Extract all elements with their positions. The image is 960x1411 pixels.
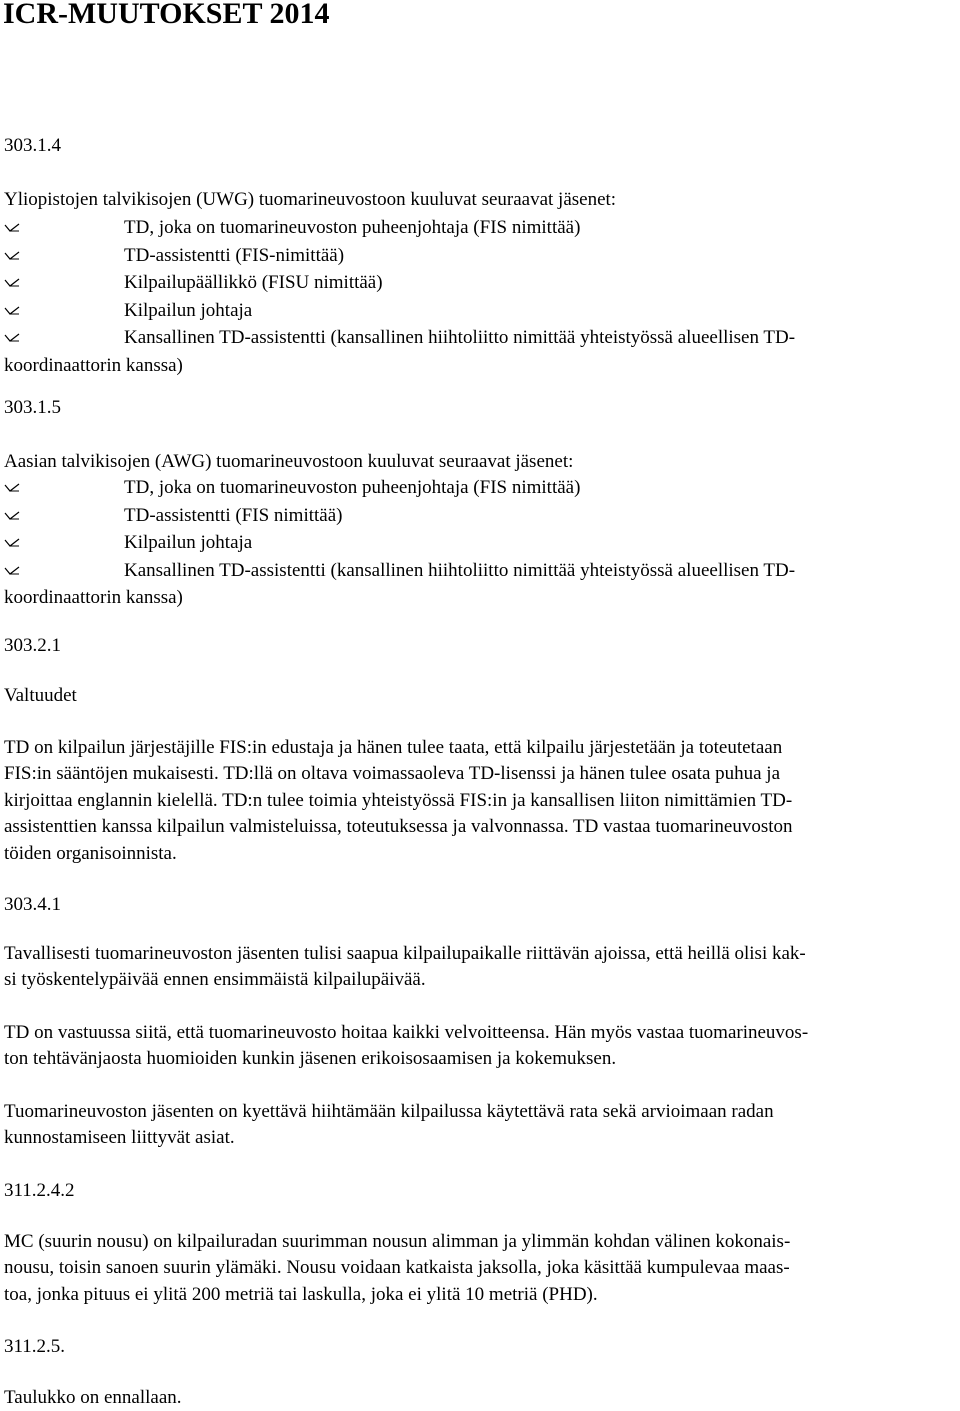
paragraph: Taulukko on ennallaan.	[4, 1387, 182, 1408]
section-intro: Yliopistojen talvikisojen (UWG) tuomarineuvostoon kuuluvat seuraavat jäsenet:	[4, 189, 617, 210]
list-item-text: Kilpailun johtaja	[124, 532, 253, 553]
section-intro: Aasian talvikisojen (AWG) tuomarineuvostoon kuuluvat seuraavat jäsenet:	[4, 451, 574, 472]
paragraph-line: assistenttien kanssa kilpailun valmisteluissa, toteutuksessa ja valvonnassa. TD vastaa tuomarineuvoston	[4, 816, 793, 838]
paragraph-line: Tuomarineuvoston jäsenten on kyettävä hiihtämään kilpailussa käytettävä rata sekä arvioimaan radan	[4, 1101, 774, 1122]
bullet-icon	[4, 511, 20, 521]
list-item-text: TD-assistentti (FIS nimittää)	[124, 504, 343, 526]
bullet-icon	[4, 278, 20, 288]
paragraph-line: kirjoittaa englannin kielellä. TD:n tulee toimia yhteistyössä FIS:in ja kansallisen liiton nimittämien TD-	[4, 789, 793, 811]
paragraph	[4, 941, 954, 994]
bullet-list	[4, 214, 954, 379]
list-item-text-continued: koordinaattorin kanssa)	[4, 354, 183, 376]
section-number: 303.4.1	[4, 894, 61, 915]
section-number: 303.2.1	[4, 635, 61, 656]
list-item	[4, 502, 954, 530]
paragraph-line: nousu, toisin sanoen suurin ylämäki. Nousu voidaan katkaista jaksolla, joka käsittää kumpulevaa maas-	[4, 1257, 790, 1279]
bullet-icon	[4, 223, 20, 233]
list-item	[4, 529, 954, 557]
paragraph	[4, 1020, 954, 1073]
paragraph-line: TD on kilpailun järjestäjille FIS:in edustaja ja hänen tulee taata, että kilpailu järjestetään ja toteutetaan	[4, 737, 783, 758]
section-number: 303.1.4	[4, 135, 61, 156]
paragraph-line: si työskentelypäivää ennen ensimmäistä kilpailupäivää.	[4, 969, 426, 991]
paragraph	[4, 1229, 954, 1308]
paragraph	[4, 735, 954, 867]
list-item	[4, 474, 954, 502]
section-heading: Valtuudet	[4, 685, 77, 706]
paragraph	[4, 1099, 954, 1152]
paragraph-line: FIS:in sääntöjen mukaisesti. TD:llä on oltava voimassaoleva TD-lisenssi ja hänen tulee osata puhua ja	[4, 763, 781, 785]
document-title: ICR-MUUTOKSET 2014	[3, 0, 330, 30]
list-item-text: TD, joka on tuomarineuvoston puheenjohtaja (FIS nimittää)	[124, 477, 581, 498]
section-number: 311.2.4.2	[4, 1180, 75, 1201]
paragraph-line: TD on vastuussa siitä, että tuomarineuvosto hoitaa kaikki velvoitteensa. Hän myös vastaa tuomarineuvos-	[4, 1022, 809, 1043]
list-item	[4, 269, 954, 297]
paragraph-line: töiden organisoinnista.	[4, 842, 177, 864]
list-item-text: Kansallinen TD-assistentti (kansallinen hiihtoliitto nimittää yhteistyössä alueellisen TD-	[124, 559, 796, 581]
list-item	[4, 297, 954, 325]
list-item-text-continued: koordinaattorin kanssa)	[4, 587, 183, 608]
paragraph-line: toa, jonka pituus ei ylitä 200 metriä tai laskulla, joka ei ylitä 10 metriä (PHD).	[4, 1283, 598, 1305]
paragraph-line: Tavallisesti tuomarineuvoston jäsenten tulisi saapua kilpailupaikalle riittävän ajoissa, että heillä olisi kak-	[4, 943, 806, 964]
list-item-text: TD-assistentti (FIS-nimittää)	[124, 244, 345, 266]
list-item-text: Kilpailun johtaja	[124, 299, 253, 321]
paragraph-line: MC (suurin nousu) on kilpailuradan suurimman nousun alimman ja ylimmän kohdan välinen kokonais-	[4, 1231, 791, 1252]
list-item-text: Kilpailupäällikkö (FISU nimittää)	[124, 272, 383, 293]
section-number: 311.2.5.	[4, 1336, 66, 1357]
list-item-text: Kansallinen TD-assistentti (kansallinen hiihtoliitto nimittää yhteistyössä alueellisen TD-	[124, 327, 796, 348]
paragraph-line: kunnostamiseen liittyvät asiat.	[4, 1127, 235, 1149]
section-number: 303.1.5	[4, 397, 61, 418]
list-item	[4, 324, 954, 379]
list-item	[4, 214, 954, 242]
bullet-icon	[4, 251, 20, 261]
bullet-icon	[4, 538, 20, 548]
list-item	[4, 242, 954, 270]
bullet-list	[4, 474, 954, 612]
bullet-icon	[4, 333, 20, 343]
bullet-icon	[4, 566, 20, 576]
bullet-icon	[4, 483, 20, 493]
bullet-icon	[4, 306, 20, 316]
list-item-text: TD, joka on tuomarineuvoston puheenjohtaja (FIS nimittää)	[124, 217, 581, 238]
list-item	[4, 557, 954, 612]
paragraph-line: ton tehtävänjaosta huomioiden kunkin jäsenen erikoisosaamisen ja kokemuksen.	[4, 1048, 617, 1070]
